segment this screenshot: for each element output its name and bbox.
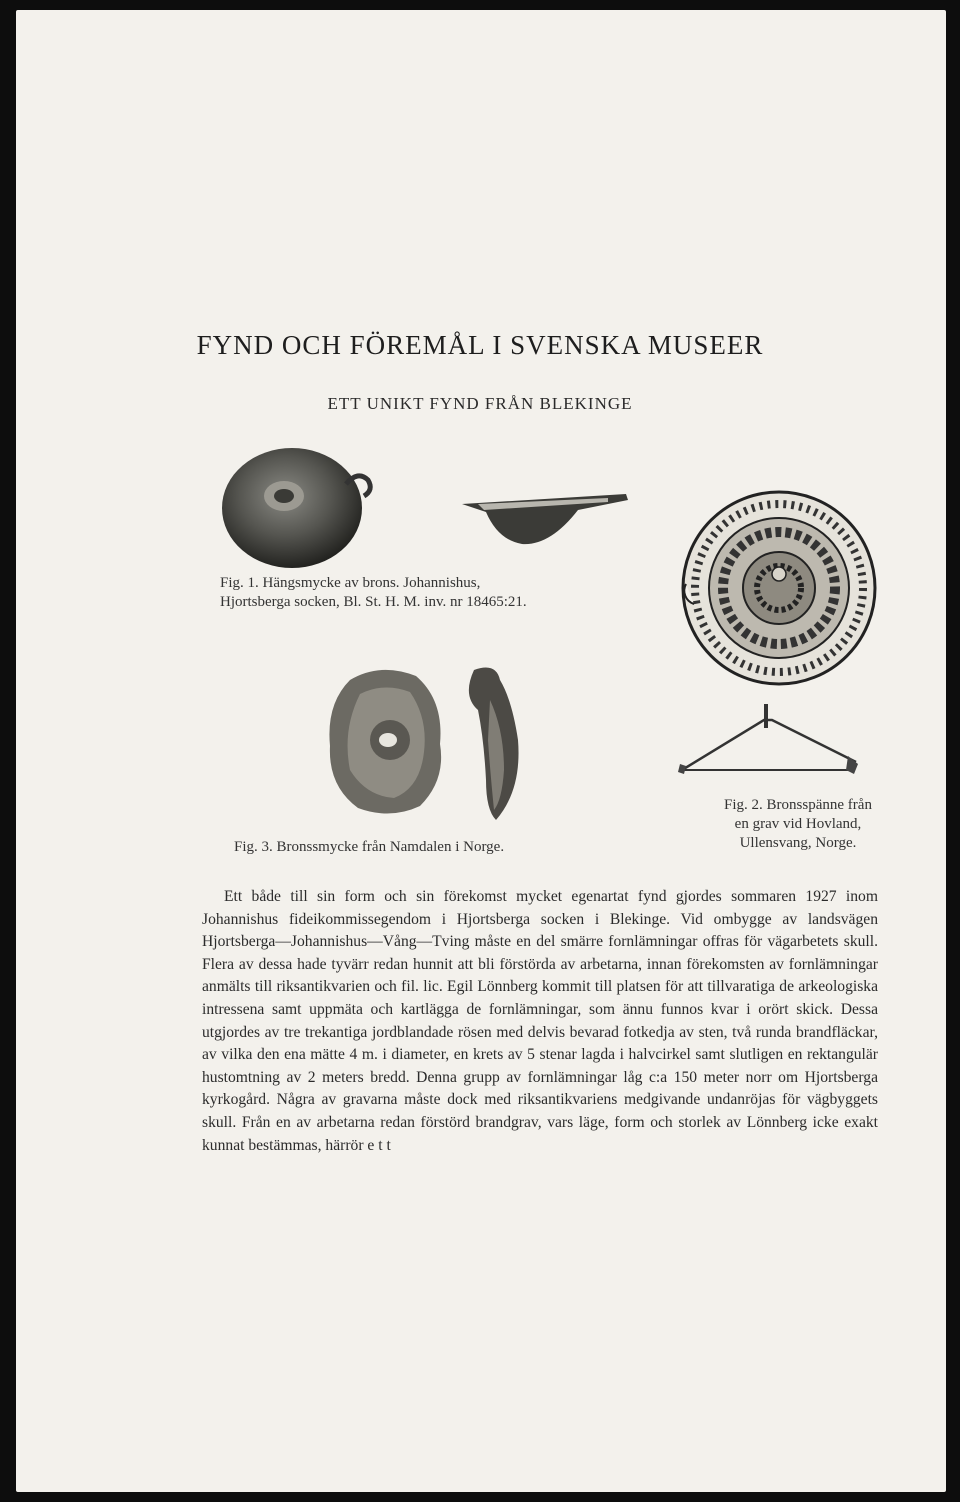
fig1-caption-line1: Fig. 1. Hängsmycke av brons. Johannishus,	[220, 575, 481, 591]
fig3-ornament-image	[320, 660, 450, 820]
fig1-caption-line2: Hjortsberga socken, Bl. St. H. M. inv. nr 18465:21.	[220, 594, 527, 610]
fig2-caption	[678, 796, 918, 853]
fig2-caption-line3: Ullensvang, Norge.	[739, 835, 857, 851]
fig2-brooch-image	[676, 488, 882, 688]
fig2-profile-drawing	[676, 698, 866, 784]
fig1-pendant-image	[214, 436, 384, 572]
fig2-caption-line2: en grav vid Hovland,	[734, 816, 862, 832]
fig1-profile-image	[458, 484, 638, 554]
page-title: FYND OCH FÖREMÅL I SVENSKA MUSEER	[196, 330, 764, 360]
fig3-caption: Fig. 3. Bronssmycke från Namdalen i Norge.	[234, 839, 505, 855]
fig1-caption	[220, 574, 640, 612]
body-text	[202, 886, 878, 1157]
fig3-side-image	[456, 660, 536, 830]
fig2-caption-line1: Fig. 2. Bronsspänne från	[724, 797, 872, 813]
body-paragraph: Ett både till sin form och sin förekomst mycket egenartat fynd gjordes sommaren 1927 inom Johannishus fideikommissegendom i Hjortsberga socken i Blekinge. Vid ombygge av landsvägen Hjortsberga—Johannishus—Vång—Tving måste en del smärre fornlämningar offras för vägarbetets skull. Flera av dessa hade tyvärr redan hunnit att bli förstörda av arbetarna, innan förekomsten av fornlämningar anmälts till riksantikvarien och fil. lic. Egil Lönnberg kommit till platsen för att tillvaratiga de arkeologiska intressena samt uppmäta och kartlägga de fornlämningar, som ännu funnos kvar i orört skick. Dessa utgjordes av tre trekantiga jordblandade rösen med delvis bevarad fotkedja av sten, två runda brandfläckar, av vilka den ena mätte 4 m. i diameter, en krets av 5 stenar lagda i halvcirkel samt slutligen en rektangulär hustomtning av 2 meters bredd. Denna grupp av fornlämningar låg c:a 150 meter norr om Hjortsberga kyrkogård. Några av gravarna måste dock med riksantikvariens medgivande undanröjas för vägbyggets skull. Från en av arbetarna redan förstörd brandgrav, vars läge, form och storlek av Lönnberg icke exakt kunnat bestämmas, härrör e t t	[202, 888, 878, 1154]
page-subtitle: ETT UNIKT FYND FRÅN BLEKINGE	[327, 394, 633, 413]
